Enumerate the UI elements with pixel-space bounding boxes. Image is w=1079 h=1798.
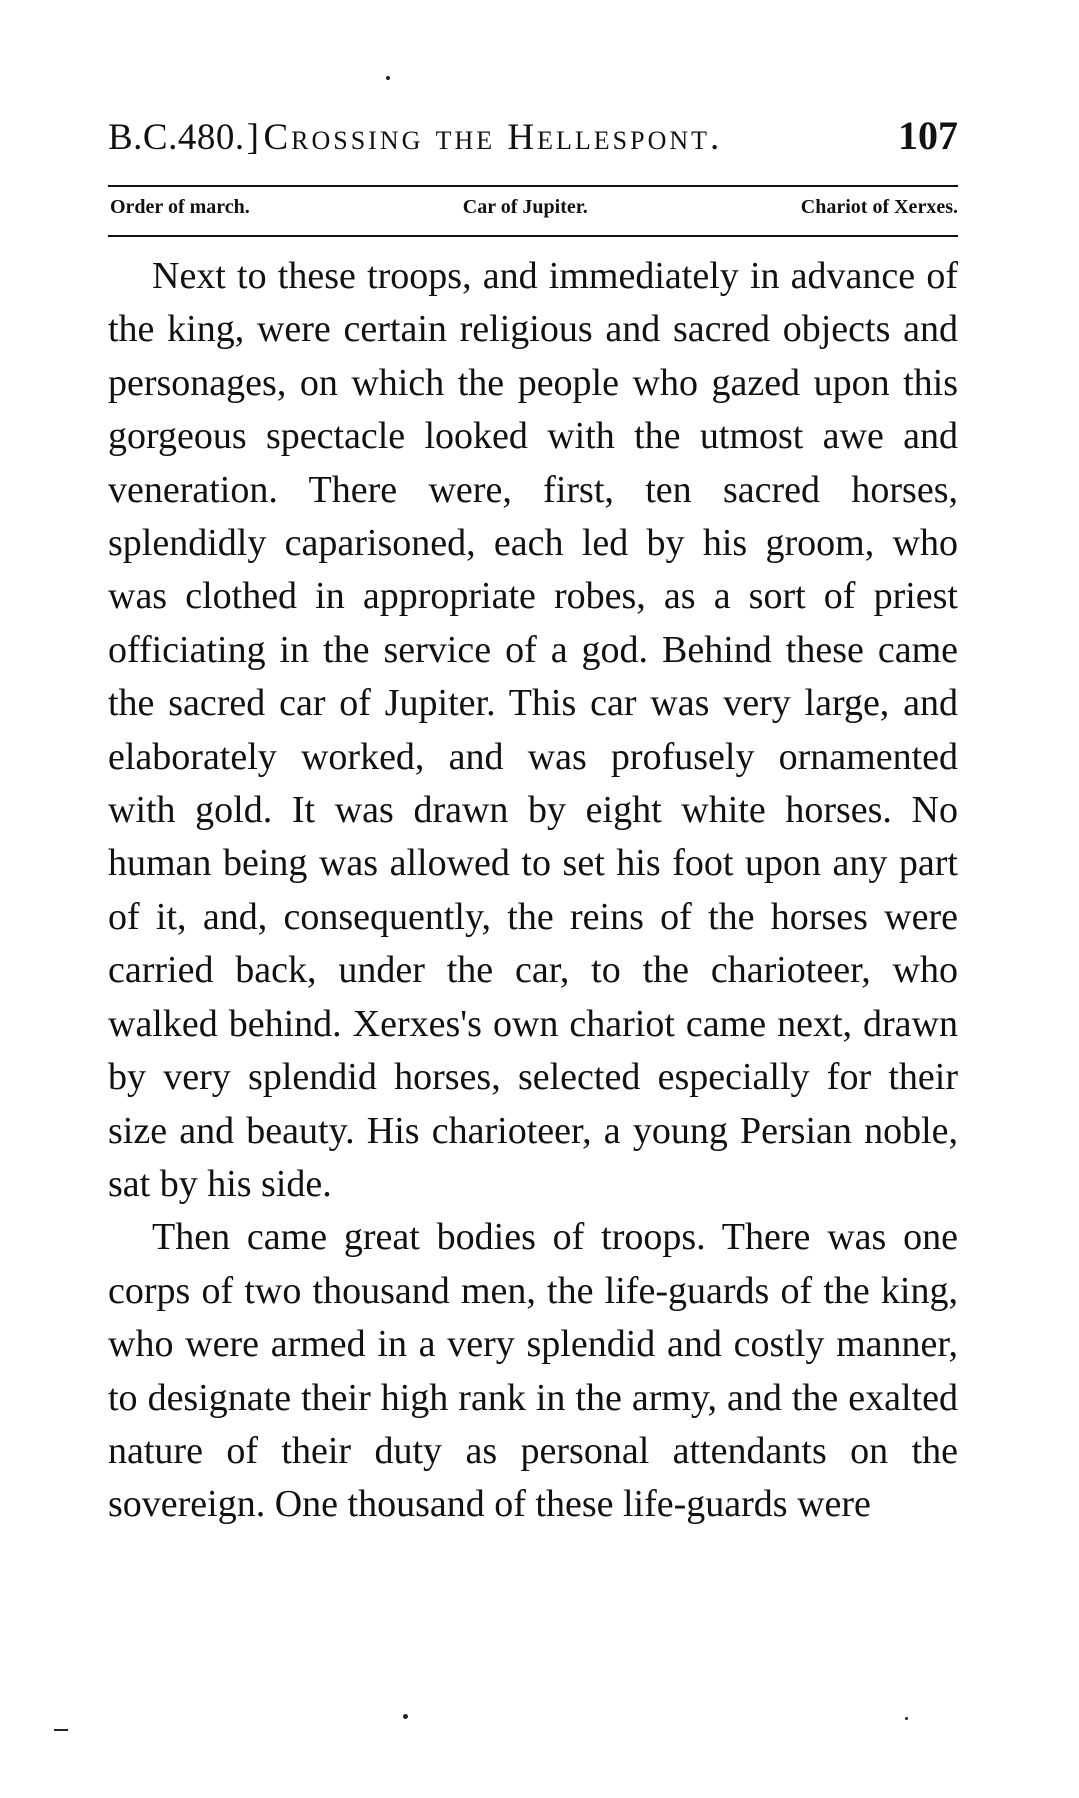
page-number: 107: [898, 113, 958, 158]
paragraph: Then came great bodies of troops. There was one corps of two thousand men, the life-guards of the king, who were armed in a very splendid and costly manner, to designate their high rank in the army, and the exalted nature of their duty as personal attendants on the sovereign. One thousand of these life-guards were: [108, 1216, 958, 1526]
running-head-date: B.C.480.: [108, 117, 245, 158]
subhead-order-of-march: Order of march.: [110, 196, 250, 218]
head-rule-top: [108, 185, 958, 187]
subhead-car-of-jupiter: Car of Jupiter.: [462, 196, 588, 218]
ink-speck: [386, 76, 390, 80]
ink-speck: [403, 1714, 408, 1719]
margin-dash: [54, 1729, 68, 1731]
running-head-bracket: ]: [246, 117, 260, 158]
running-head-title: Crossing the Hellespont.: [263, 117, 723, 158]
subhead-chariot-of-xerxes: Chariot of Xerxes.: [800, 196, 958, 218]
paragraph: Next to these troops, and immediately in advance of the king, were certain religious and sacred objects and personages, on which the people who gazed upon this gorgeous spectacle looked with the utmost awe and veneration. There were, first, ten sacred horses, splendidly caparisoned, each led by his groom, who was clothed in appropriate robes, as a sort of priest officiating in the service of a god. Behind these came the sacred car of Jupiter. This car was very large, and elaborately worked, and was profusely ornamented with gold. It was drawn by eight white horses. No human being was allowed to set his foot upon any part of it, and, consequently, the reins of the horses were carried back, under the car, to the charioteer, who walked behind. Xerxes's own chariot came next, drawn by very splendid horses, selected especially for their size and beauty. His charioteer, a young Persian noble, sat by his side.: [108, 255, 958, 1205]
running-head: [108, 112, 958, 172]
head-rule-bottom: [108, 235, 958, 237]
body-text: [108, 250, 958, 1532]
ink-speck: [905, 1717, 908, 1720]
running-head-left: [108, 116, 722, 159]
subheads: [110, 196, 958, 228]
